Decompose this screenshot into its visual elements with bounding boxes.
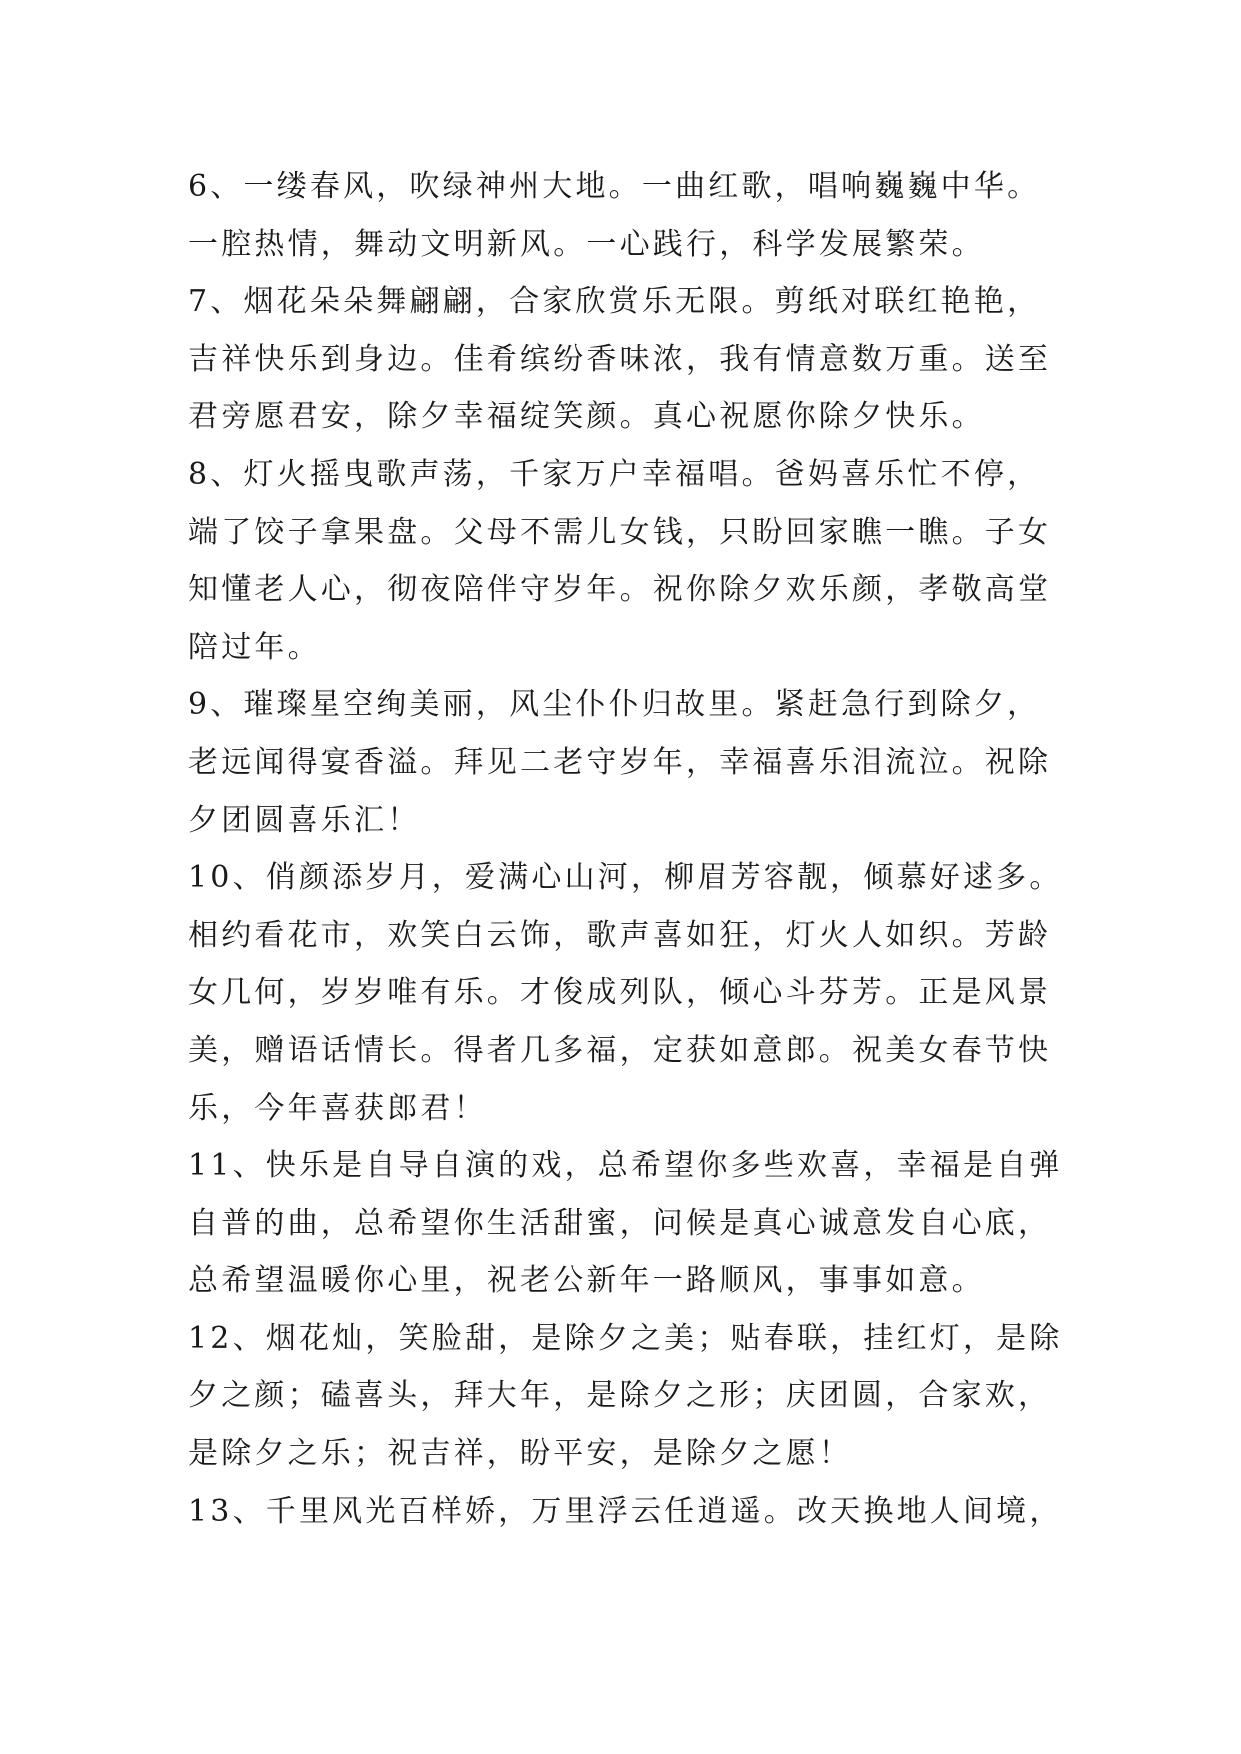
text-line: 总希望温暖你心里，祝老公新年一路顺风，事事如意。 bbox=[188, 1263, 985, 1299]
text-line: 老远闻得宴香溢。拜见二老守岁年，幸福喜乐泪流泣。祝除 bbox=[188, 744, 1052, 780]
text-line: 8、灯火摇曳歌声荡，千家万户幸福唱。爸妈喜乐忙不停， bbox=[188, 456, 1041, 492]
text-line: 美，赠语话情长。得者几多福，定获如意郎。祝美女春节快 bbox=[188, 1032, 1052, 1068]
text-line: 9、璀璨星空绚美丽，风尘仆仆归故里。紧赶急行到除夕， bbox=[188, 687, 1041, 723]
text-line: 夕团圆喜乐汇！ bbox=[188, 802, 421, 838]
text-line: 女几何，岁岁唯有乐。才俊成列队，倾心斗芬芳。正是风景 bbox=[188, 975, 1052, 1011]
text-line: 端了饺子拿果盘。父母不需儿女钱，只盼回家瞧一瞧。子女 bbox=[188, 514, 1052, 550]
text-line: 乐，今年喜获郎君！ bbox=[188, 1090, 487, 1126]
text-line: 6、一缕春风，吹绿神州大地。一曲红歌，唱响巍巍中华。 bbox=[188, 169, 1041, 204]
text-line: 一腔热情，舞动文明新风。一心践行，科学发展繁荣。 bbox=[188, 226, 985, 262]
text-line: 是除夕之乐；祝吉祥，盼平安，是除夕之愿！ bbox=[188, 1436, 852, 1472]
text-line: 13、千里风光百样娇，万里浮云任逍遥。改天换地人间境， bbox=[188, 1493, 1063, 1529]
text-line: 11、快乐是自导自演的戏，总希望你多些欢喜，幸福是自弹 bbox=[188, 1148, 1063, 1184]
text-line: 吉祥快乐到身边。佳肴缤纷香味浓，我有情意数万重。送至 bbox=[188, 341, 1052, 377]
document-body bbox=[188, 158, 1068, 1540]
text-line: 12、烟花灿，笑脸甜，是除夕之美；贴春联，挂红灯，是除 bbox=[188, 1320, 1063, 1356]
text-line: 知懂老人心，彻夜陪伴守岁年。祝你除夕欢乐颜，孝敬高堂 bbox=[188, 572, 1052, 608]
text-line: 君旁愿君安，除夕幸福绽笑颜。真心祝愿你除夕快乐。 bbox=[188, 399, 985, 435]
text-line: 7、烟花朵朵舞翩翩，合家欣赏乐无限。剪纸对联红艳艳， bbox=[188, 284, 1041, 320]
text-line: 自普的曲，总希望你生活甜蜜，问候是真心诚意发自心底， bbox=[188, 1205, 1052, 1241]
text-line: 夕之颜；磕喜头，拜大年，是除夕之形；庆团圆，合家欢， bbox=[188, 1378, 1052, 1414]
text-line: 10、俏颜添岁月，爱满心山河，柳眉芳容靓，倾慕好逑多。 bbox=[188, 860, 1063, 896]
text-line: 相约看花市，欢笑白云饰，歌声喜如狂，灯火人如织。芳龄 bbox=[188, 917, 1052, 953]
text-line: 陪过年。 bbox=[188, 629, 321, 665]
